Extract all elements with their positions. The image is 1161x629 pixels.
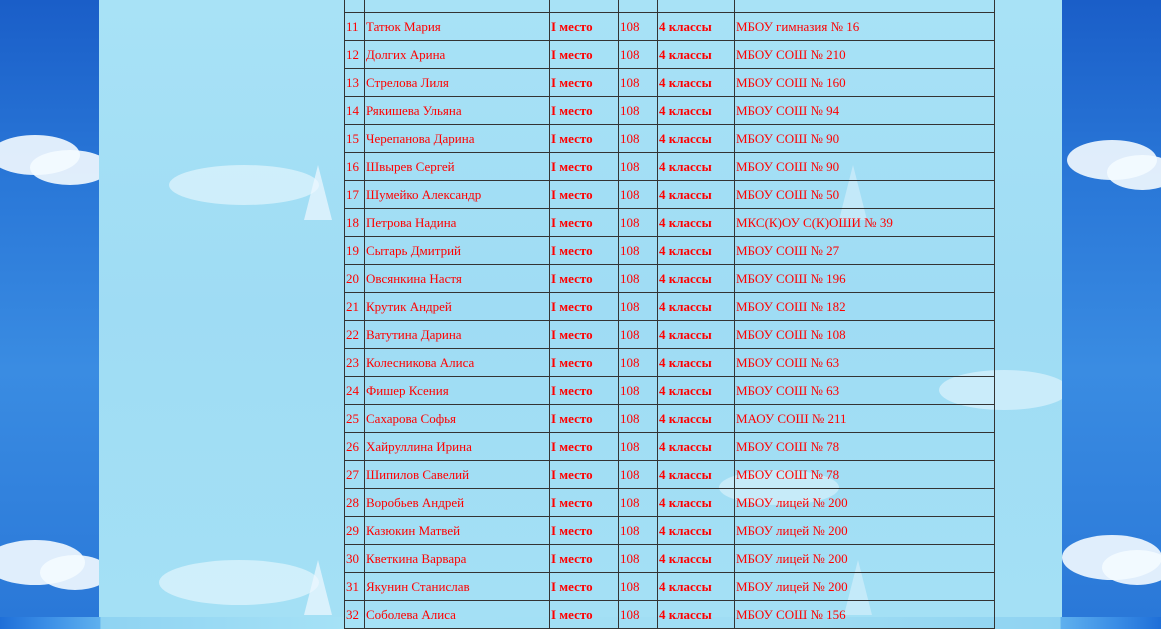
grade-cell: 4 классы: [658, 41, 735, 69]
student-name-cell: Рякишева Ульяна: [365, 97, 550, 125]
school-cell: МБОУ СОШ № 156: [735, 601, 995, 629]
school-cell: МБОУ СОШ № 108: [735, 321, 995, 349]
table-row: [345, 0, 995, 13]
row-number-cell: 18: [345, 209, 365, 237]
table-row: [345, 349, 995, 377]
student-name-cell: Кветкина Варвара: [365, 545, 550, 573]
score-cell: 108: [619, 209, 658, 237]
grade-cell: 4 классы: [658, 349, 735, 377]
grade-cell: 4 классы: [658, 517, 735, 545]
grade-cell: 4 классы: [658, 293, 735, 321]
grade-cell: 4 классы: [658, 433, 735, 461]
student-name-cell: Стрелова Лиля: [365, 69, 550, 97]
row-number-cell: 15: [345, 125, 365, 153]
row-number-cell: 22: [345, 321, 365, 349]
table-row: [345, 377, 995, 405]
place-cell: I место: [550, 153, 619, 181]
row-number-cell: 28: [345, 489, 365, 517]
place-cell: I место: [550, 377, 619, 405]
place-cell: I место: [550, 573, 619, 601]
student-name-cell: [365, 0, 550, 13]
grade-cell: 4 классы: [658, 13, 735, 41]
student-name-cell: Шипилов Савелий: [365, 461, 550, 489]
score-cell: 108: [619, 237, 658, 265]
table-row: [345, 405, 995, 433]
student-name-cell: Швырев Сергей: [365, 153, 550, 181]
score-cell: 108: [619, 153, 658, 181]
grade-cell: [658, 0, 735, 13]
student-name-cell: Черепанова Дарина: [365, 125, 550, 153]
row-number-cell: 23: [345, 349, 365, 377]
score-cell: 108: [619, 293, 658, 321]
student-name-cell: Ватутина Дарина: [365, 321, 550, 349]
student-name-cell: Крутик Андрей: [365, 293, 550, 321]
score-cell: 108: [619, 69, 658, 97]
school-cell: МБОУ СОШ № 160: [735, 69, 995, 97]
row-number-cell: 30: [345, 545, 365, 573]
score-cell: 108: [619, 601, 658, 629]
table-row: [345, 293, 995, 321]
place-cell: I место: [550, 237, 619, 265]
table-row: [345, 13, 995, 41]
student-name-cell: Казюкин Матвей: [365, 517, 550, 545]
table-row: [345, 461, 995, 489]
table-row: [345, 601, 995, 629]
school-cell: МБОУ СОШ № 63: [735, 349, 995, 377]
place-cell: [550, 0, 619, 13]
score-cell: 108: [619, 405, 658, 433]
grade-cell: 4 классы: [658, 461, 735, 489]
score-cell: 108: [619, 377, 658, 405]
place-cell: I место: [550, 181, 619, 209]
row-number-cell: 14: [345, 97, 365, 125]
row-number-cell: 26: [345, 433, 365, 461]
school-cell: МБОУ СОШ № 63: [735, 377, 995, 405]
place-cell: I место: [550, 293, 619, 321]
place-cell: I место: [550, 265, 619, 293]
student-name-cell: Петрова Надина: [365, 209, 550, 237]
grade-cell: 4 классы: [658, 181, 735, 209]
table-row: [345, 545, 995, 573]
row-number-cell: 31: [345, 573, 365, 601]
student-name-cell: Якунин Станислав: [365, 573, 550, 601]
school-cell: МАОУ СОШ № 211: [735, 405, 995, 433]
school-cell: МБОУ СОШ № 78: [735, 433, 995, 461]
place-cell: I место: [550, 209, 619, 237]
table-row: [345, 209, 995, 237]
place-cell: I место: [550, 321, 619, 349]
score-cell: 108: [619, 97, 658, 125]
place-cell: I место: [550, 405, 619, 433]
school-cell: МБОУ СОШ № 210: [735, 41, 995, 69]
table-row: [345, 433, 995, 461]
place-cell: I место: [550, 545, 619, 573]
score-cell: 108: [619, 545, 658, 573]
school-cell: МБОУ гимназия № 16: [735, 13, 995, 41]
grade-cell: 4 классы: [658, 97, 735, 125]
place-cell: I место: [550, 489, 619, 517]
school-cell: МКС(К)ОУ С(К)ОШИ № 39: [735, 209, 995, 237]
score-cell: 108: [619, 41, 658, 69]
row-number-cell: 27: [345, 461, 365, 489]
table-row: [345, 125, 995, 153]
score-cell: 108: [619, 265, 658, 293]
table-row: [345, 153, 995, 181]
table-row: [345, 181, 995, 209]
place-cell: I место: [550, 601, 619, 629]
student-name-cell: Фишер Ксения: [365, 377, 550, 405]
score-cell: 108: [619, 181, 658, 209]
grade-cell: 4 классы: [658, 153, 735, 181]
table-row: [345, 265, 995, 293]
score-cell: 108: [619, 433, 658, 461]
score-cell: [619, 0, 658, 13]
place-cell: I место: [550, 461, 619, 489]
grade-cell: 4 классы: [658, 237, 735, 265]
student-name-cell: Соболева Алиса: [365, 601, 550, 629]
grade-cell: 4 классы: [658, 545, 735, 573]
place-cell: I место: [550, 97, 619, 125]
grade-cell: 4 классы: [658, 489, 735, 517]
school-cell: [735, 0, 995, 13]
school-cell: МБОУ СОШ № 90: [735, 125, 995, 153]
school-cell: МБОУ лицей № 200: [735, 517, 995, 545]
place-cell: I место: [550, 13, 619, 41]
table-row: [345, 489, 995, 517]
row-number-cell: 21: [345, 293, 365, 321]
table-row: [345, 41, 995, 69]
place-cell: I место: [550, 517, 619, 545]
row-number-cell: 19: [345, 237, 365, 265]
school-cell: МБОУ лицей № 200: [735, 489, 995, 517]
school-cell: МБОУ СОШ № 182: [735, 293, 995, 321]
score-cell: 108: [619, 125, 658, 153]
school-cell: МБОУ СОШ № 78: [735, 461, 995, 489]
grade-cell: 4 классы: [658, 573, 735, 601]
grade-cell: 4 классы: [658, 377, 735, 405]
student-name-cell: Колесникова Алиса: [365, 349, 550, 377]
table-row: [345, 237, 995, 265]
row-number-cell: 24: [345, 377, 365, 405]
row-number-cell: 12: [345, 41, 365, 69]
score-cell: 108: [619, 573, 658, 601]
table-row: [345, 69, 995, 97]
table-row: [345, 321, 995, 349]
grade-cell: 4 классы: [658, 125, 735, 153]
row-number-cell: 25: [345, 405, 365, 433]
school-cell: МБОУ СОШ № 50: [735, 181, 995, 209]
school-cell: МБОУ лицей № 200: [735, 545, 995, 573]
school-cell: МБОУ лицей № 200: [735, 573, 995, 601]
grade-cell: 4 классы: [658, 69, 735, 97]
row-number-cell: 17: [345, 181, 365, 209]
grade-cell: 4 классы: [658, 265, 735, 293]
table-row: [345, 573, 995, 601]
student-name-cell: Овсянкина Настя: [365, 265, 550, 293]
table-row: [345, 517, 995, 545]
row-number-cell: 20: [345, 265, 365, 293]
score-cell: 108: [619, 321, 658, 349]
row-number-cell: 16: [345, 153, 365, 181]
results-table-container: [344, 0, 995, 622]
student-name-cell: Хайруллина Ирина: [365, 433, 550, 461]
score-cell: 108: [619, 349, 658, 377]
score-cell: 108: [619, 489, 658, 517]
place-cell: I место: [550, 433, 619, 461]
place-cell: I место: [550, 41, 619, 69]
score-cell: 108: [619, 461, 658, 489]
student-name-cell: Долгих Арина: [365, 41, 550, 69]
grade-cell: 4 классы: [658, 321, 735, 349]
results-table: [344, 0, 995, 629]
school-cell: МБОУ СОШ № 94: [735, 97, 995, 125]
school-cell: МБОУ СОШ № 196: [735, 265, 995, 293]
school-cell: МБОУ СОШ № 90: [735, 153, 995, 181]
grade-cell: 4 классы: [658, 601, 735, 629]
row-number-cell: 11: [345, 13, 365, 41]
student-name-cell: Сахарова Софья: [365, 405, 550, 433]
place-cell: I место: [550, 349, 619, 377]
grade-cell: 4 классы: [658, 209, 735, 237]
score-cell: 108: [619, 517, 658, 545]
row-number-cell: 29: [345, 517, 365, 545]
results-table-body: [345, 0, 995, 629]
place-cell: I место: [550, 69, 619, 97]
right-decor-strip: [1062, 0, 1161, 617]
place-cell: I место: [550, 125, 619, 153]
row-number-cell: 32: [345, 601, 365, 629]
student-name-cell: Воробьев Андрей: [365, 489, 550, 517]
table-row: [345, 97, 995, 125]
row-number-cell: [345, 0, 365, 13]
grade-cell: 4 классы: [658, 405, 735, 433]
score-cell: 108: [619, 13, 658, 41]
student-name-cell: Сытарь Дмитрий: [365, 237, 550, 265]
row-number-cell: 13: [345, 69, 365, 97]
student-name-cell: Шумейко Александр: [365, 181, 550, 209]
student-name-cell: Татюк Мария: [365, 13, 550, 41]
school-cell: МБОУ СОШ № 27: [735, 237, 995, 265]
left-decor-strip: [0, 0, 99, 617]
